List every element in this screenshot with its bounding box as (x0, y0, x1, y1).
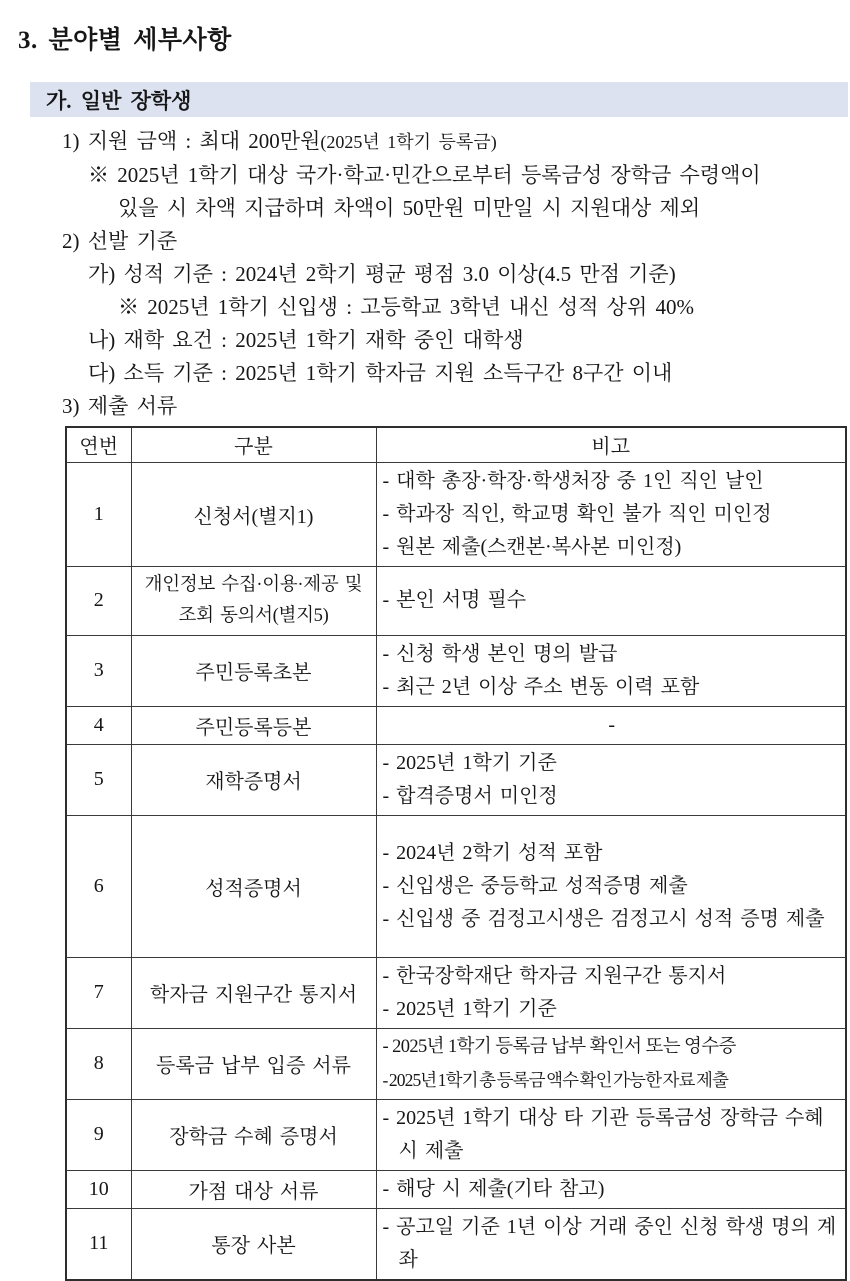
row-number-cell: 7 (66, 957, 131, 1028)
remark-line: - 대학 총장·학장·학생처장 중 1인 직인 날인 (382, 469, 764, 492)
category-cell: 신청서(별지1) (131, 462, 376, 566)
row-number-cell: 11 (66, 1208, 131, 1280)
category-cell: 주민등록초본 (131, 635, 376, 706)
row-number-cell: 8 (66, 1028, 131, 1099)
section-header-label: 가. 일반 장학생 (46, 88, 192, 113)
remark-line: - 본인 서명 필수 (382, 589, 527, 611)
category-cell: 주민등록등본 (131, 706, 376, 744)
section-header-bar (30, 82, 848, 117)
remark-line: - 공고일 기준 1년 이상 거래 중인 신청 학생 명의 계좌 (382, 1215, 837, 1271)
remarks-cell (376, 1028, 846, 1099)
body-line: 2) 선발 기준 (62, 229, 178, 253)
remarks-cell (376, 635, 846, 706)
body-line: 있을 시 차액 지급하며 차액이 50만원 미만일 시 지원대상 제외 (118, 196, 701, 220)
remark-line: - 원본 제출(스캔본·복사본 미인정) (382, 535, 682, 558)
category-cell: 장학금 수혜 증명서 (131, 1099, 376, 1170)
row-number-cell: 4 (66, 706, 131, 744)
remark-line: - 2025년 1학기 기준 (382, 751, 557, 774)
remark-line: - 2025년 1학기 기준 (382, 997, 557, 1020)
body-line: 3) 제출 서류 (62, 394, 178, 418)
table-row (66, 957, 846, 1028)
table-header-no: 연번 (66, 427, 131, 462)
category-cell: 개인정보 수집·이용·제공 및 조회 동의서(별지5) (131, 566, 376, 635)
category-cell: 재학증명서 (131, 744, 376, 815)
remarks-cell (376, 1208, 846, 1280)
table-row (66, 462, 846, 566)
row-number-cell: 5 (66, 744, 131, 815)
remark-line: - 2025년 1학기 총 등록금 액수 확인 가능한 자료 제출 (382, 1069, 729, 1090)
category-cell: 성적증명서 (131, 815, 376, 957)
remarks-cell (376, 462, 846, 566)
body-line: ※ 2025년 1학기 신입생 : 고등학교 3학년 내신 성적 상위 40% (118, 295, 694, 319)
remarks-cell (376, 1170, 846, 1208)
remarks-cell (376, 566, 846, 635)
row-number-cell: 10 (66, 1170, 131, 1208)
remark-line: - 신청 학생 본인 명의 발급 (382, 642, 618, 665)
body-line: 1) 지원 금액 : 최대 200만원(2025년 1학기 등록금) (62, 129, 497, 153)
body-line: 가) 성적 기준 : 2024년 2학기 평균 평점 3.0 이상(4.5 만점 기준) (88, 262, 676, 286)
submission-documents-table (65, 426, 847, 1281)
remark-line: - 신입생은 중등학교 성적증명 제출 (382, 874, 688, 897)
remark-line: - 2024년 2학기 성적 포함 (382, 841, 603, 864)
table-header-row (66, 427, 846, 462)
table-row (66, 566, 846, 635)
category-cell: 가점 대상 서류 (131, 1170, 376, 1208)
remark-line: - 2025년 1학기 대상 타 기관 등록금성 장학금 수혜 시 제출 (382, 1106, 824, 1162)
table-row (66, 1170, 846, 1208)
remarks-cell (376, 744, 846, 815)
body-line: 나) 재학 요건 : 2025년 1학기 재학 중인 대학생 (88, 328, 524, 352)
table-row (66, 1099, 846, 1170)
table-row (66, 744, 846, 815)
remark-line: - 최근 2년 이상 주소 변동 이력 포함 (382, 675, 700, 698)
row-number-cell: 2 (66, 566, 131, 635)
page-title: 3. 분야별 세부사항 (18, 27, 232, 54)
remark-line: - (608, 713, 616, 736)
inline-note: (2025년 1학기 등록금) (320, 132, 497, 152)
table-row (66, 815, 846, 957)
category-cell: 등록금 납부 입증 서류 (131, 1028, 376, 1099)
table-row (66, 1208, 846, 1280)
row-number-cell: 1 (66, 462, 131, 566)
row-number-cell: 3 (66, 635, 131, 706)
remark-line: - 합격증명서 미인정 (382, 784, 558, 807)
remarks-cell (376, 1099, 846, 1170)
body-text-block (0, 125, 850, 423)
remark-line: - 2025년 1학기 등록금 납부 확인서 또는 영수증 (382, 1036, 736, 1057)
category-cell: 학자금 지원구간 통지서 (131, 957, 376, 1028)
remark-line: - 해당 시 제출(기타 참고) (382, 1177, 605, 1200)
row-number-cell: 6 (66, 815, 131, 957)
table-row (66, 1028, 846, 1099)
row-number-cell: 9 (66, 1099, 131, 1170)
table-row (66, 635, 846, 706)
remark-line: - 학과장 직인, 학교명 확인 불가 직인 미인정 (382, 502, 772, 525)
category-cell: 통장 사본 (131, 1208, 376, 1280)
table-header-remarks: 비고 (376, 427, 846, 462)
body-line: ※ 2025년 1학기 대상 국가·학교·민간으로부터 등록금성 장학금 수령액이 (88, 163, 761, 187)
remark-line: - 신입생 중 검정고시생은 검정고시 성적 증명 제출 (382, 907, 825, 930)
remarks-cell (376, 815, 846, 957)
table-row (66, 706, 846, 744)
table-header-category: 구분 (131, 427, 376, 462)
remark-line: - 한국장학재단 학자금 지원구간 통지서 (382, 964, 727, 987)
body-line: 다) 소득 기준 : 2025년 1학기 학자금 지원 소득구간 8구간 이내 (88, 361, 673, 385)
remarks-cell (376, 957, 846, 1028)
remarks-cell (376, 706, 846, 744)
